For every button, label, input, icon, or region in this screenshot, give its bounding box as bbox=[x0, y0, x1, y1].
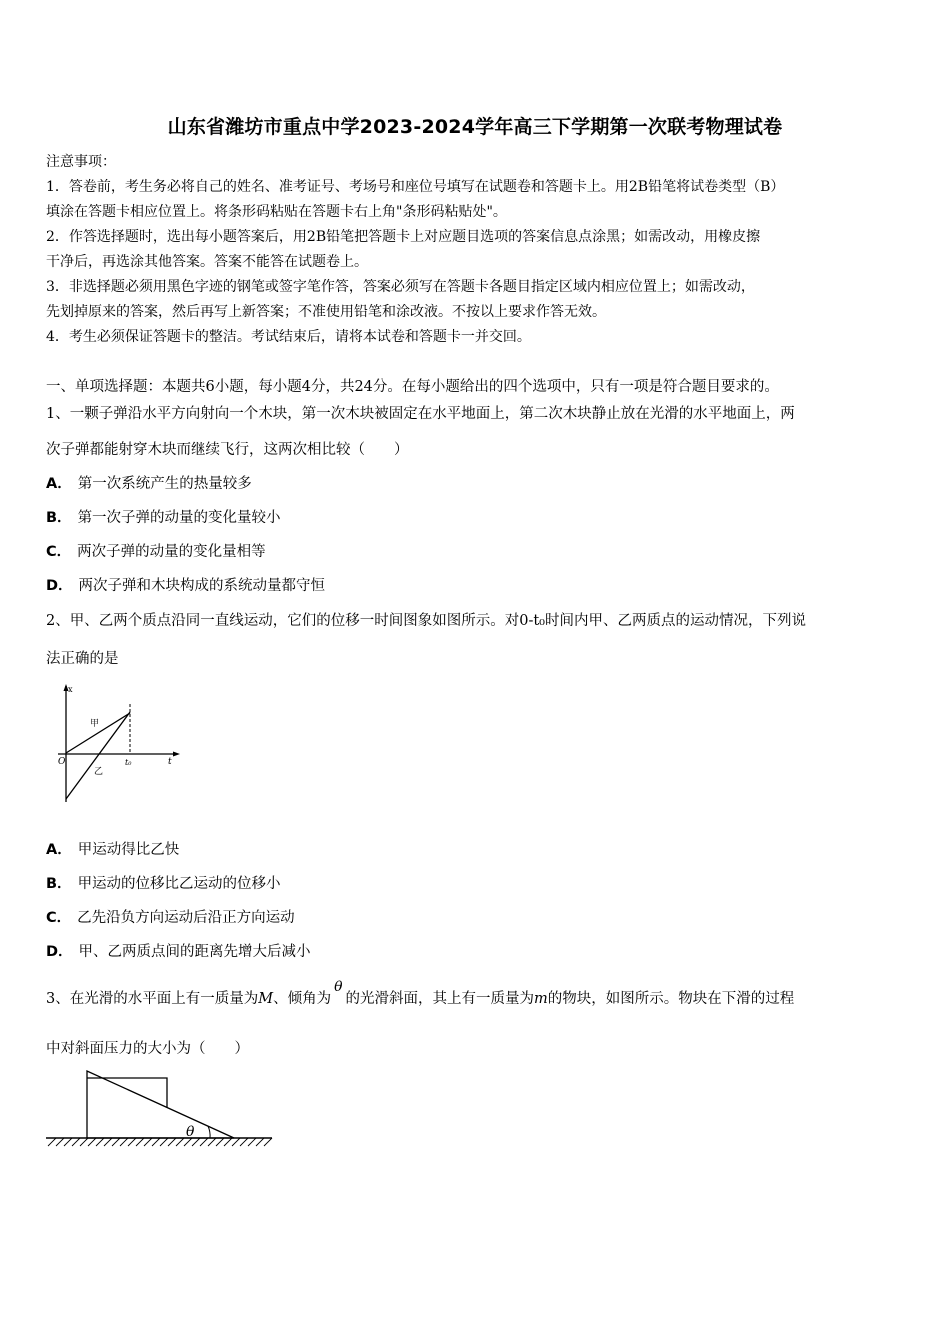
notice-line: 干净后，再选涂其他答案。答案不能答在试题卷上。 bbox=[46, 254, 368, 270]
incline-wedge bbox=[87, 1071, 234, 1138]
mass-M: M bbox=[258, 991, 274, 1007]
angle-label: θ bbox=[186, 1124, 195, 1140]
incline-figure bbox=[44, 1068, 276, 1152]
t-axis-arrow bbox=[173, 752, 180, 757]
ground-hatching bbox=[48, 1138, 272, 1146]
q1-option-d: D． 两次子弹和木块构成的系统动量都守恒 bbox=[46, 578, 326, 594]
question-1-line2: 次子弹都能射穿木块而继续飞行，这两次相比较（ ） bbox=[46, 442, 409, 458]
x-axis-label: x bbox=[68, 685, 73, 694]
q1-option-b: B． 第一次子弹的动量的变化量较小 bbox=[46, 510, 281, 526]
yi-label: 乙 bbox=[94, 767, 104, 777]
notice-heading: 注意事项： bbox=[46, 154, 116, 170]
notice-line: 2．作答选择题时，选出每小题答案后，用2B铅笔把答题卡上对应题目选项的答案信息点涂黑；如需改动，用橡皮擦 bbox=[46, 229, 761, 245]
q1-option-c: C． 两次子弹的动量的变化量相等 bbox=[46, 544, 266, 560]
page-title: 山东省潍坊市重点中学2023-2024学年高三下学期第一次联考物理试卷 bbox=[167, 116, 783, 138]
theta-symbol: θ bbox=[334, 979, 343, 995]
t-axis-label: t bbox=[168, 757, 172, 767]
q1-option-a: A． 第一次系统产生的热量较多 bbox=[46, 476, 252, 492]
q2-option-b: B． 甲运动的位移比乙运动的位移小 bbox=[46, 876, 281, 892]
question-3-line1: 3、在光滑的水平面上有一质量为M、倾角为θ的光滑斜面，其上有一质量为m的物块，如图所示。物块在下滑的过程 bbox=[46, 979, 795, 1007]
question-3-line2: 中对斜面压力的大小为（ ） bbox=[46, 1041, 249, 1057]
notice-line: 1．答卷前，考生务必将自己的姓名、准考证号、考场号和座位号填写在试题卷和答题卡上。用2B铅笔将试卷类型（B） bbox=[46, 179, 785, 195]
jia-label: 甲 bbox=[90, 719, 100, 729]
question-1-line1: 1、一颗子弹沿水平方向射向一个木块，第一次木块被固定在水平地面上，第二次木块静止放在光滑的水平地面上，两 bbox=[46, 406, 795, 422]
q2-option-a: A． 甲运动得比乙快 bbox=[46, 842, 180, 858]
origin-label: O bbox=[58, 757, 66, 767]
angle-arc bbox=[208, 1126, 210, 1138]
notice-line: 3．非选择题必须用黑色字迹的钢笔或签字笔作答，答案必须写在答题卡各题目指定区域内相应位置上；如需改动， bbox=[46, 279, 755, 295]
notice-line: 填涂在答题卡相应位置上。将条形码粘贴在答题卡右上角"条形码粘贴处"。 bbox=[46, 204, 507, 220]
mass-m: m bbox=[534, 991, 548, 1007]
q2-option-d: D． 甲、乙两质点间的距离先增大后减小 bbox=[46, 944, 311, 960]
q2-option-c: C． 乙先沿负方向运动后沿正方向运动 bbox=[46, 910, 295, 926]
notice-line: 4．考生必须保证答题卡的整洁。考试结束后，请将本试卷和答题卡一并交回。 bbox=[46, 329, 531, 345]
notice-line: 先划掉原来的答案，然后再写上新答案；不准使用铅笔和涂改液。不按以上要求作答无效。 bbox=[46, 304, 606, 320]
question-2-line2: 法正确的是 bbox=[46, 651, 119, 667]
displacement-time-graph bbox=[54, 682, 184, 807]
t0-label: t₀ bbox=[125, 758, 132, 767]
section-heading: 一、单项选择题：本题共6小题，每小题4分，共24分。在每小题给出的四个选项中，只有一项是符合题目要求的。 bbox=[46, 379, 779, 395]
question-2-line1: 2、甲、乙两个质点沿同一直线运动，它们的位移一时间图象如图所示。对0-t₀时间内甲、乙两质点的运动情况，下列说 bbox=[46, 613, 806, 629]
